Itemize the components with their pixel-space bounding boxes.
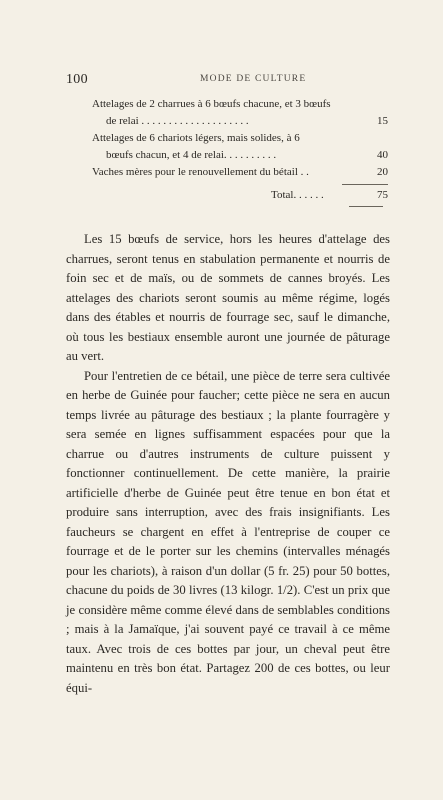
sum-rule [342,184,388,185]
table-row [66,96,388,112]
table-row-value: 20 [377,166,388,178]
table-row [66,164,388,180]
table-row [66,147,388,163]
paragraph: Les 15 bœufs de service, hors les heures d'attelage des charrues, seront tenus en stabulation permanente et nourris de foin sec et de maïs, ou de sommets de cannes broyés. Les attelages des chariots seront soumis au même régime, logés dans des étables et nourris de fourrage sec, sauf le dimanche, où tous les bestiaux ensemble auront une journée de pâturage au vert. [66,232,390,363]
table-row-label: de relai . . . . . . . . . . . . . . . . . . . . [106,115,249,127]
paragraph: Pour l'entretien de ce bétail, une pièce de terre sera cultivée en herbe de Guinée pour faucher; cette pièce ne sera en aucun temps livrée au pâturage des bestiaux ; la plante fourragère y sera semée en lignes suffisamment espacées pour que la charrue ou d'autres instruments de culture puissent y fonctionner continuellement. De cette manière, la prairie artificielle d'herbe de Guinée peut être tenue en bon état et produire sans interruption, avec des frais insignifiants. Les faucheurs se chargent en effet à l'entreprise de couper ce fourrage et de le porter sur les chemins (intervalles ménagés pour les chariots), à raison d'un dollar (5 fr. 25) pour 50 bottes, chacune du poids de 30 livres (13 kilogr. 1/2). C'est un prix que je considère même comme élevé dans de semblables conditions ; mais à la Jamaïque, j'ai souvent payé ce travail à ce même taux. Avec trois de ces bottes par jour, un cheval peut être maintenu en très bon état. Partagez 200 de ces bottes, ou leur équi- [66,368,390,695]
table-row-label: Attelages de 6 chariots légers, mais solides, à 6 [92,132,300,144]
total-label: Total. . . . . . [271,189,324,201]
table-row-label: Attelages de 2 charrues à 6 bœufs chacune, et 3 bœufs [92,98,331,110]
table-row-value: 40 [377,149,388,161]
table-row-value: 15 [377,115,388,127]
table-row [66,113,388,129]
total-underline [349,206,383,207]
running-title: MODE DE CULTURE [200,74,307,84]
total-value: 75 [377,189,388,201]
table-row [66,130,388,146]
table-row-label: bœufs chacun, et 4 de relai. . . . . . . . . . [106,149,277,161]
page-number: 100 [66,72,88,87]
body-text [66,230,390,698]
table-total-row [66,187,388,203]
page-header [66,72,388,90]
table-row-label: Vaches mères pour le renouvellement du bétail . . [92,166,309,178]
